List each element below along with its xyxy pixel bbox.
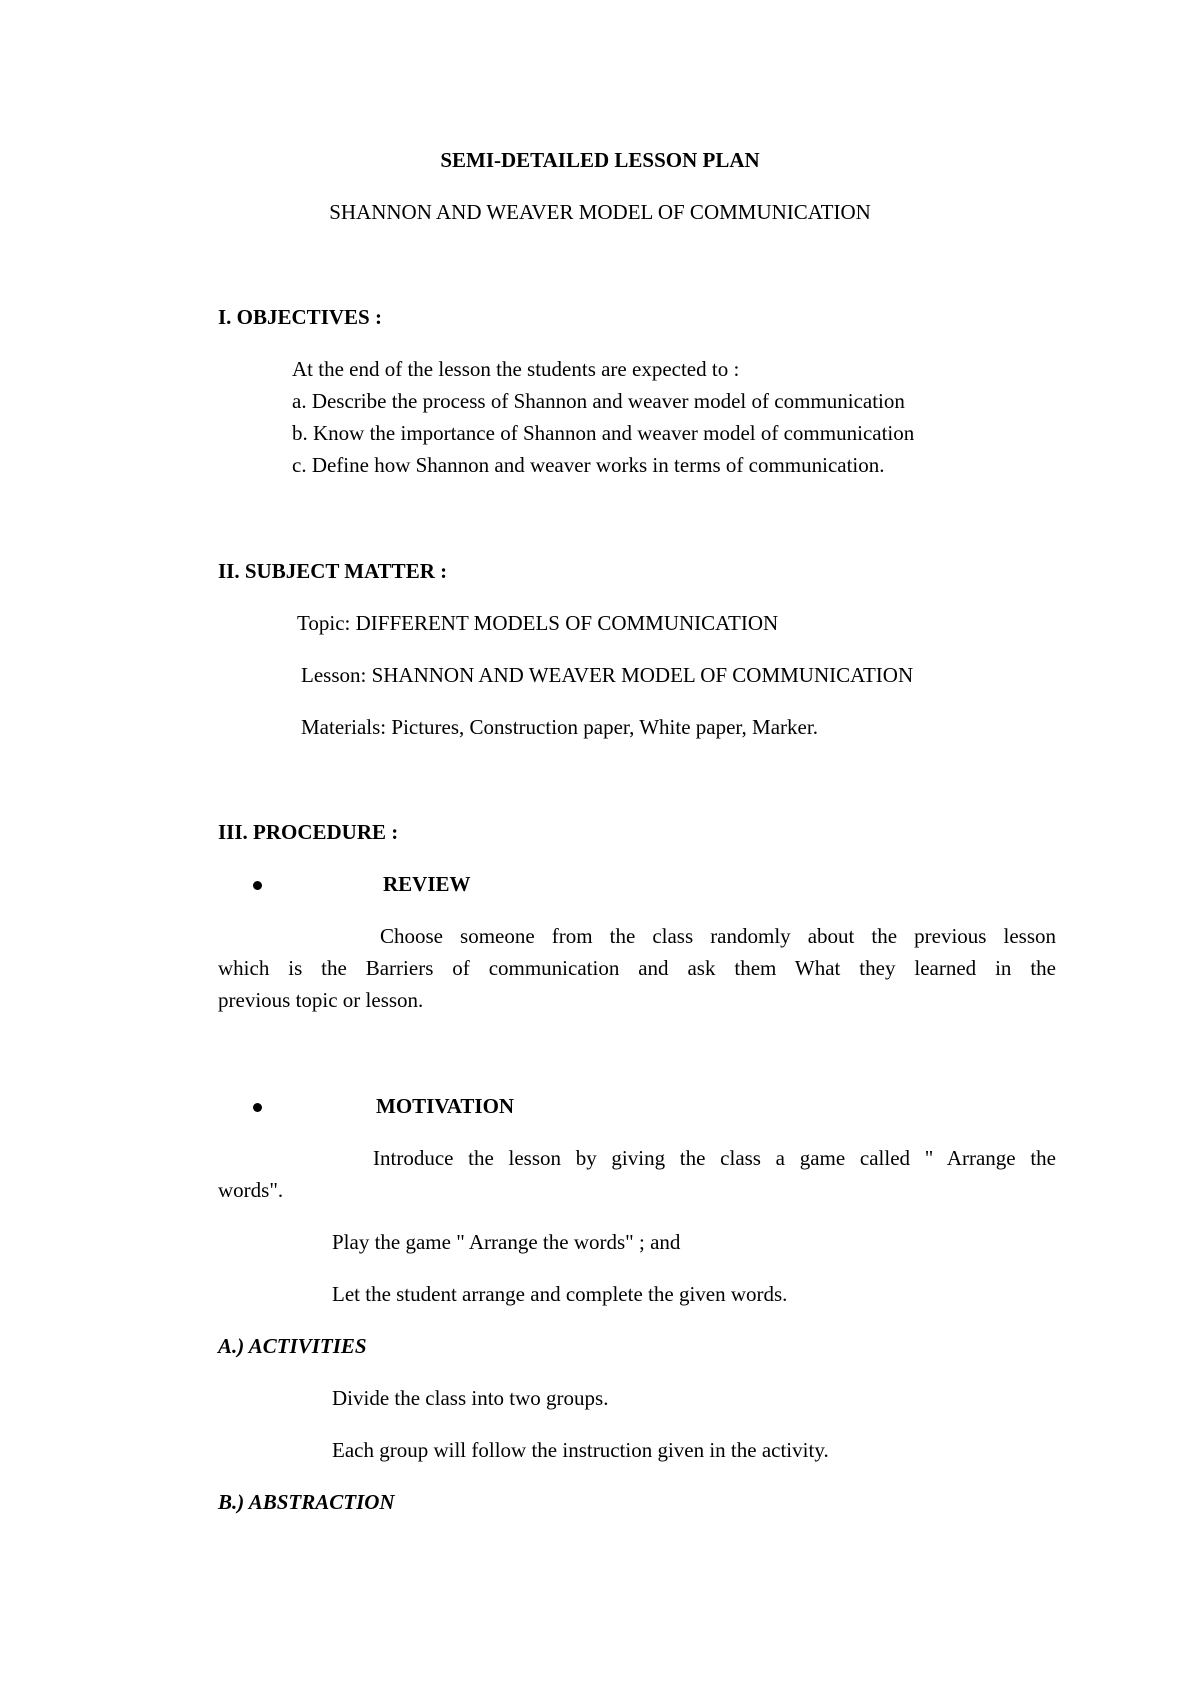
motivation-bullet-icon bbox=[253, 1103, 262, 1112]
review-line-1: Choose someone from the class randomly about the previous lesson bbox=[380, 924, 1056, 948]
procedure-heading: III. PROCEDURE : bbox=[218, 820, 399, 844]
motivation-label: MOTIVATION bbox=[376, 1094, 515, 1118]
document-subtitle: SHANNON AND WEAVER MODEL OF COMMUNICATION bbox=[329, 200, 871, 224]
review-bullet-icon bbox=[253, 881, 262, 890]
activities-line-2: Each group will follow the instruction given in the activity. bbox=[332, 1438, 829, 1462]
objective-item-b: b. Know the importance of Shannon and weaver model of communication bbox=[292, 421, 915, 445]
objective-item-c: c. Define how Shannon and weaver works in terms of communication. bbox=[292, 453, 885, 477]
objectives-heading: I. OBJECTIVES : bbox=[218, 305, 382, 329]
motivation-let: Let the student arrange and complete the given words. bbox=[332, 1282, 788, 1306]
review-label: REVIEW bbox=[383, 872, 471, 896]
subject-materials: Materials: Pictures, Construction paper, White paper, Marker. bbox=[301, 715, 818, 739]
subject-lesson: Lesson: SHANNON AND WEAVER MODEL OF COMMUNICATION bbox=[301, 663, 914, 687]
objectives-intro: At the end of the lesson the students are expected to : bbox=[292, 357, 740, 381]
document-title: SEMI-DETAILED LESSON PLAN bbox=[440, 148, 760, 172]
abstraction-heading: B.) ABSTRACTION bbox=[218, 1490, 395, 1514]
subject-matter-heading: II. SUBJECT MATTER : bbox=[218, 559, 448, 583]
objective-item-a: a. Describe the process of Shannon and weaver model of communication bbox=[292, 389, 905, 413]
review-line-3: previous topic or lesson. bbox=[218, 988, 424, 1012]
motivation-line-1: Introduce the lesson by giving the class a game called " Arrange the bbox=[373, 1146, 1056, 1170]
motivation-play: Play the game " Arrange the words" ; and bbox=[332, 1230, 681, 1254]
subject-topic: Topic: DIFFERENT MODELS OF COMMUNICATION bbox=[297, 611, 779, 635]
activities-line-1: Divide the class into two groups. bbox=[332, 1386, 609, 1410]
activities-heading: A.) ACTIVITIES bbox=[218, 1334, 367, 1358]
review-line-2: which is the Barriers of communication and ask them What they learned in the bbox=[218, 956, 1056, 980]
motivation-line-2: words". bbox=[218, 1178, 284, 1202]
